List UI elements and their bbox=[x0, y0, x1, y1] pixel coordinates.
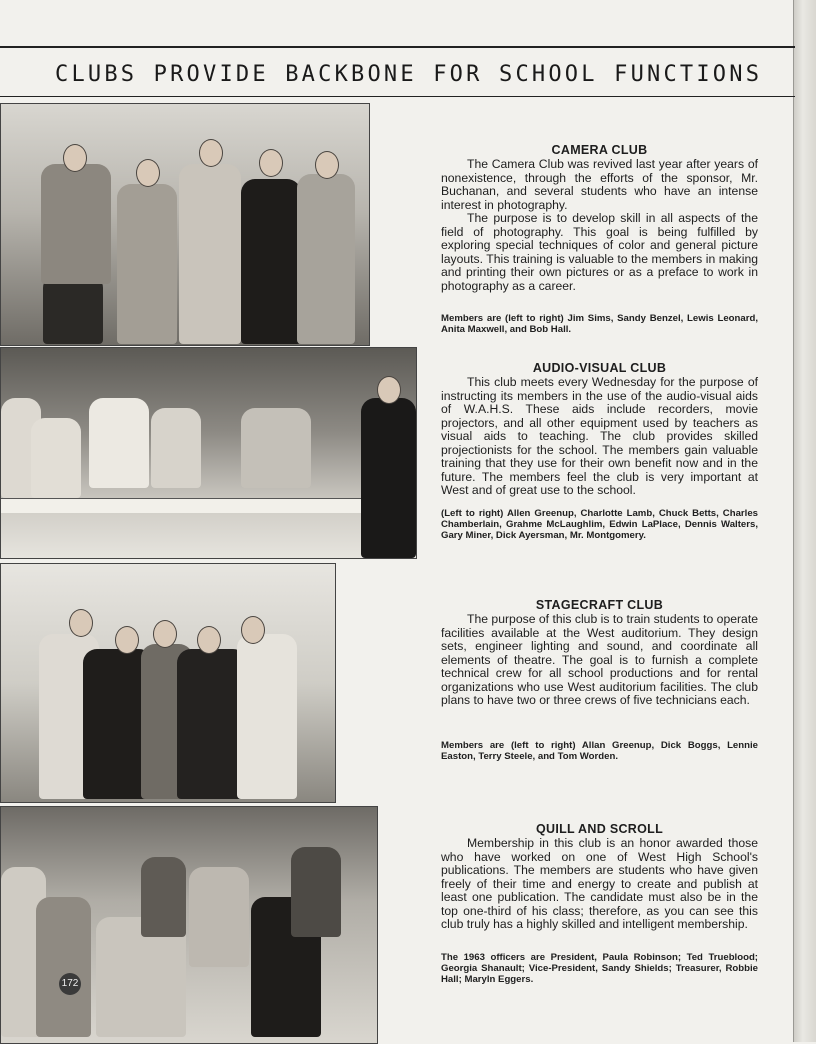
quill-and-scroll-photo bbox=[0, 806, 378, 1044]
camera-club-title: CAMERA CLUB bbox=[551, 143, 648, 157]
paragraph: Membership in this club is an honor awarded those who have worked on one of West High School's publications. The members are students who have given freely of their time and energy to create and publish at least one publication. The candidate must also be in the top one-third of his class; therefore, as you can see this club truly has a highly skilled and intelligent membership. bbox=[441, 836, 758, 932]
audio-visual-club-section bbox=[441, 361, 758, 541]
paragraph: The purpose is to develop skill in all aspects of the field of photography. This goal is being fulfilled by exploring special techniques of color and general picture layouts. This training is valuable to the members in making and printing their own pictures or as a preface to work in photography as a career. bbox=[441, 211, 758, 293]
page-headline: CLUBS PROVIDE BACKBONE FOR SCHOOL FUNCTIONS bbox=[55, 62, 763, 87]
paragraph: The purpose of this club is to train students to operate facilities available at the West auditorium. They design sets, engineer lighting and sound, and coordinate all elements of theatre. The goal is to furnish a complete technical crew for all school productions and for rental organizations who use West auditorium facilities. The club plans to have two or three crews of five technicians each. bbox=[441, 612, 758, 708]
quill-and-scroll-title: QUILL AND SCROLL bbox=[535, 822, 664, 836]
stagecraft-club-title: STAGECRAFT CLUB bbox=[535, 598, 664, 612]
quill-and-scroll-section bbox=[441, 822, 758, 985]
camera-club-photo bbox=[0, 103, 370, 346]
audio-visual-club-body bbox=[441, 376, 758, 498]
stagecraft-club-photo bbox=[0, 563, 336, 803]
audio-visual-club-title: AUDIO-VISUAL CLUB bbox=[532, 361, 667, 375]
audio-visual-club-caption: (Left to right) Allen Greenup, Charlotte Lamb, Chuck Betts, Charles Chamberlain, Grahme McLaughlim, Edwin LaPlace, Dennis Walters, Gary Miner, Dick Ayersman, Mr. Montgomery. bbox=[441, 507, 758, 541]
camera-club-caption: Members are (left to right) Jim Sims, Sandy Benzel, Lewis Leonard, Anita Maxwell, and Bob Hall. bbox=[441, 313, 758, 336]
header-rule-bottom bbox=[0, 96, 795, 97]
paragraph: The Camera Club was revived last year after years of nonexistence, through the efforts of the sponsor, Mr. Buchanan, and several students who have an intense interest in photography. bbox=[441, 157, 758, 212]
paragraph: This club meets every Wednesday for the purpose of instructing its members in the use of the audio-visual aids of W.A.H.S. These aids include recorders, movie projectors, and all other equipment used by teachers as visual aids to teaching. The club provides skilled projectionists for the school. The members gain valuable training that they use for their own benefit now and in the future. The members feel the club is very important at West and of great use to the school. bbox=[441, 375, 758, 498]
header-rule-top bbox=[0, 46, 795, 48]
stagecraft-club-section bbox=[441, 598, 758, 762]
binding-edge bbox=[793, 0, 816, 1042]
quill-and-scroll-body bbox=[441, 837, 758, 932]
quill-and-scroll-caption: The 1963 officers are President, Paula Robinson; Ted Trueblood; Georgia Shanault; Vice-President, Sandy Shields; Treasurer, Robbie Hall; Maryln Eggers. bbox=[441, 951, 758, 985]
camera-club-body bbox=[441, 158, 758, 293]
stagecraft-club-caption: Members are (left to right) Allan Greenup, Dick Boggs, Lennie Easton, Terry Steele, and Tom Worden. bbox=[441, 739, 758, 762]
stagecraft-club-body bbox=[441, 613, 758, 708]
camera-club-section bbox=[441, 143, 758, 335]
audio-visual-club-photo bbox=[0, 347, 417, 559]
page-number: 172 bbox=[59, 973, 81, 995]
